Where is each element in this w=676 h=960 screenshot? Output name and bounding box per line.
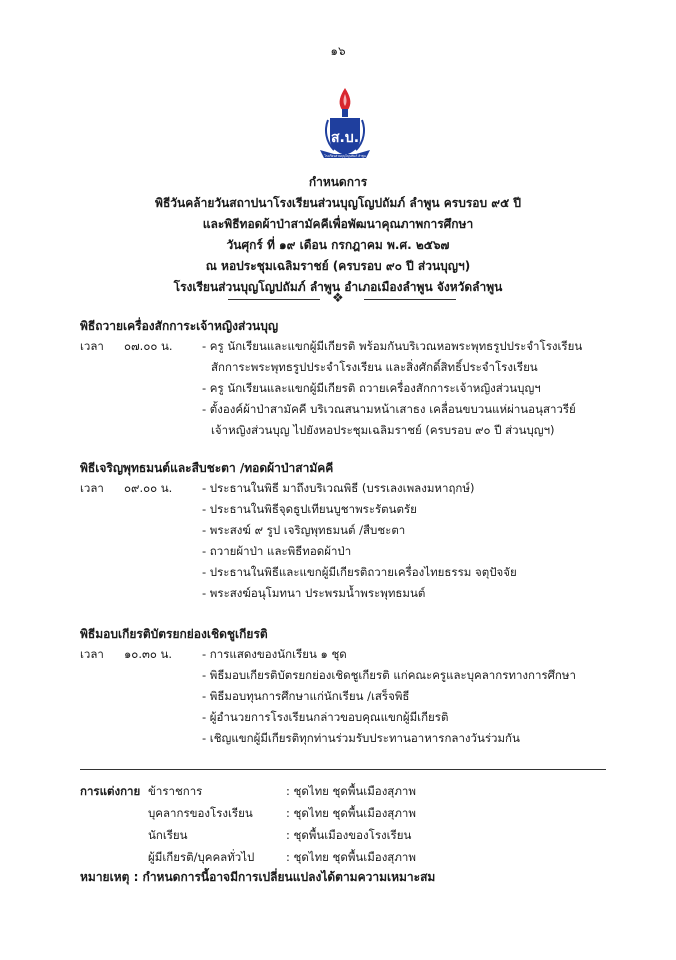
schedule-item: - ครู นักเรียนและแขกผู้มีเกียรติ ถวายเครื่องสักการะเจ้าหญิงส่วนบุญฯ [202, 381, 541, 395]
header-line: และพิธีทอดผ้าป่าสามัคคีเพื่อพัฒนาคุณภาพการศึกษา [202, 217, 474, 231]
svg-text:โรงเรียนส่วนบุญโญปถัมภ์ ลำพูน: โรงเรียนส่วนบุญโญปถัมภ์ ลำพูน [324, 154, 366, 158]
time-value: ๑๐.๓๐ น. [124, 647, 173, 661]
remark-note: หมายเหตุ : กำหนดการนี้อาจมีการเปลี่ยนแปลงได้ตามความเหมาะสม [80, 870, 436, 884]
dress-group: นักเรียน [148, 828, 188, 842]
dress-group: ผู้มีเกียรติ/บุคคลทั่วไป [148, 850, 255, 864]
schedule-item: - พิธีมอบทุนการศึกษาแก่นักเรียน /เสร็จพิธี [202, 689, 410, 703]
time-value: ๐๗.๐๐ น. [124, 339, 173, 353]
ornament-icon: ❖ [332, 291, 344, 306]
schedule-item: - ประธานในพิธี มาถึงบริเวณพิธี (บรรเลงเพลงมหาฤกษ์) [202, 481, 475, 495]
schedule-item: - ถวายผ้าป่า และพิธีทอดผ้าป่า [202, 544, 352, 558]
section-title: พิธีถวายเครื่องสักการะเจ้าหญิงส่วนบุญ [80, 319, 279, 333]
header-divider [228, 292, 456, 306]
schedule-item: - พระสงฆ์อนุโมทนา ประพรมน้ำพระพุทธมนต์ [202, 586, 426, 600]
dress-attire: : ชุดไทย ชุดพื้นเมืองสุภาพ [286, 784, 416, 798]
dress-group: ข้าราชการ [148, 784, 203, 798]
header-line: ณ หอประชุมเฉลิมราชย์ (ครบรอบ ๙๐ ปี ส่วนบุญฯ) [205, 259, 471, 273]
dress-attire: : ชุดไทย ชุดพื้นเมืองสุภาพ [286, 850, 416, 864]
page-number: ๑๖ [330, 44, 346, 58]
dress-code [80, 780, 620, 868]
header-line: วันศุกร์ ที่ ๑๙ เดือน กรกฎาคม พ.ศ. ๒๕๖๗ [226, 238, 450, 252]
schedule-item: - การแสดงของนักเรียน ๑ ชุด [202, 647, 347, 661]
section-title: พิธีเจริญพุทธมนต์และสืบชะตา /ทอดผ้าป่าสามัคคี [80, 461, 334, 475]
dress-group: บุคลากรของโรงเรียน [148, 806, 253, 820]
dress-attire: : ชุดพื้นเมืองของโรงเรียน [286, 828, 412, 842]
schedule-item: สักการะพระพุทธรูปประจำโรงเรียน และสิ่งศักดิ์สิทธิ์ประจำโรงเรียน [211, 360, 538, 374]
time-label: เวลา [80, 481, 104, 495]
time-label: เวลา [80, 647, 104, 661]
section-title: พิธีมอบเกียรติบัตรยกย่องเชิดชูเกียรติ [80, 627, 268, 641]
schedule-item: - ประธานในพิธีและแขกผู้มีเกียรติถวายเครื่องไทยธรรม จตุปัจจัย [202, 565, 517, 579]
section-divider [80, 769, 606, 770]
section-offering [80, 316, 610, 441]
schedule-item: - พิธีมอบเกียรติบัตรยกย่องเชิดชูเกียรติ แก่คณะครูและบุคลากรทางการศึกษา [202, 668, 576, 682]
schedule-item: - เชิญแขกผู้มีเกียรติทุกท่านร่วมรับประทานอาหารกลางวันร่วมกัน [202, 731, 520, 745]
svg-text:ส.บ.: ส.บ. [330, 130, 360, 146]
dress-attire: : ชุดไทย ชุดพื้นเมืองสุภาพ [286, 806, 416, 820]
section-awards [80, 624, 610, 749]
dress-code-title: การแต่งกาย [80, 784, 141, 798]
schedule-item: - พระสงฆ์ ๙ รูป เจริญพุทธมนต์ /สืบชะตา [202, 523, 406, 537]
schedule-item: - ประธานในพิธีจุดธูปเทียนบูชาพระรัตนตรัย [202, 502, 417, 516]
time-value: ๐๙.๐๐ น. [124, 481, 173, 495]
schedule-item: - ตั้งองค์ผ้าป่าสามัคคี บริเวณสนามหน้าเสาธง เคลื่อนขบวนแห่ผ่านอนุสาวรีย์ [202, 402, 576, 416]
school-logo-icon [314, 84, 376, 164]
schedule-item: เจ้าหญิงส่วนบุญ ไปยังหอประชุมเฉลิมราชย์ (ครบรอบ ๙๐ ปี ส่วนบุญฯ) [211, 423, 555, 437]
section-chanting [80, 458, 610, 604]
document-header [0, 172, 676, 298]
schedule-item: - ครู นักเรียนและแขกผู้มีเกียรติ พร้อมกันบริเวณหอพระพุทธรูปประจำโรงเรียน [202, 339, 583, 353]
time-label: เวลา [80, 339, 104, 353]
header-line: โรงเรียนส่วนบุญโญปถัมภ์ ลำพูน อำเภอเมืองลำพูน จังหวัดลำพูน [173, 280, 503, 294]
header-line: พิธีวันคล้ายวันสถาปนาโรงเรียนส่วนบุญโญปถัมภ์ ลำพูน ครบรอบ ๙๕ ปี [155, 196, 521, 210]
schedule-item: - ผู้อำนวยการโรงเรียนกล่าวขอบคุณแขกผู้มีเกียรติ [202, 710, 449, 724]
header-line: กำหนดการ [308, 175, 368, 189]
